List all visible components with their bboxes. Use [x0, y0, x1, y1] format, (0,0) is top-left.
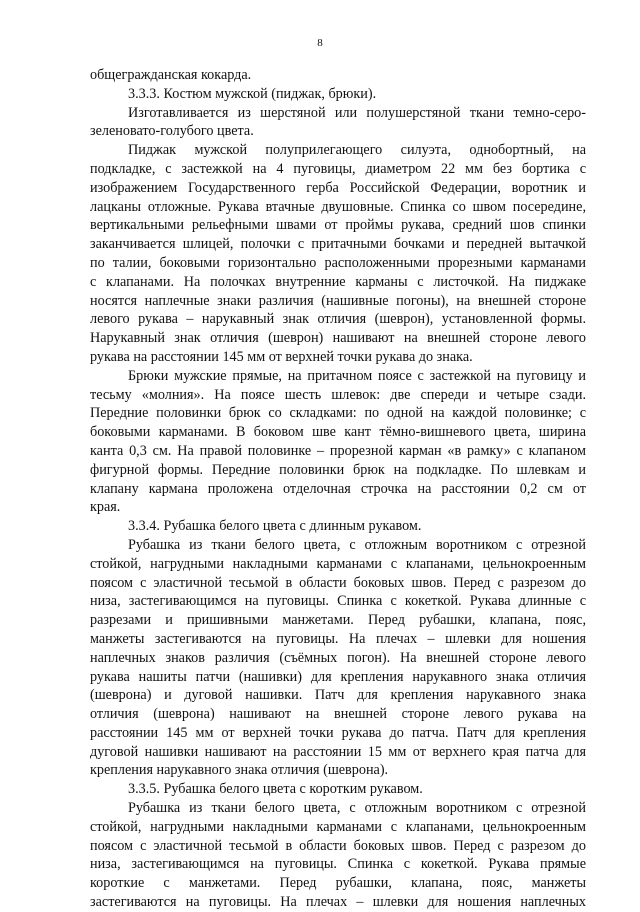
- text-line: зеленовато-голубого цвета.: [90, 123, 254, 140]
- text-line: (шеврона) и дуговой нашивки. Патч для крепления нарукавного знака: [90, 687, 586, 704]
- section-heading-3-3-3: 3.3.3. Костюм мужской (пиджак, брюки).: [128, 85, 377, 102]
- text-line: подкладке, с застежкой на 4 пуговицы, диаметром 22 мм без бортика с: [90, 160, 586, 177]
- text-line: застегиваются на пуговицы. На плечах – шлевки для ношения наплечных: [90, 894, 586, 911]
- text-line: рукава на расстоянии 145 мм от верхней точки рукава до знака.: [90, 348, 473, 365]
- text-line: крепления нарукавного знака отличия (шеврона).: [90, 762, 389, 779]
- text-line: низа, застегивающимся на пуговицы. Спинка с кокеткой. Рукава прямые: [90, 856, 586, 873]
- section-heading-3-3-4: 3.3.4. Рубашка белого цвета с длинным рукавом.: [128, 518, 422, 535]
- text-line: лацканы отложные. Рукава втачные двушовные. Спинка со швом посередине,: [90, 198, 586, 215]
- text-line: расстоянии 145 мм от верхней точки рукава до патча. Патч для крепления: [90, 724, 586, 741]
- text-line: поясом с эластичной тесьмой в области боковых швов. Перед с разрезом до: [90, 837, 586, 854]
- text-line: короткие с манжетами. Перед рубашки, клапана, пояс, манжеты: [90, 875, 586, 892]
- text-line: по талии, боковыми горизонтально расположенными прорезными карманами: [90, 254, 586, 271]
- text-line: поясом с эластичной тесьмой в области боковых швов. Перед с разрезом до: [90, 574, 586, 591]
- text-line: рукава нашиты патчи (нашивки) для крепления нарукавного знака отличия: [90, 668, 586, 685]
- text-line: стойкой, нагрудными накладными карманами с клапанами, цельнокроенным: [90, 818, 586, 835]
- text-line: фигурной формы. Передние половинки брюк на подкладке. По шлевкам и: [90, 461, 586, 478]
- text-line: Брюки мужские прямые, на притачном поясе с застежкой на пуговицу и: [128, 367, 586, 384]
- document-body: [90, 66, 586, 912]
- text-line: Передние половинки брюк со складками: по одной на каждой половинке; с: [90, 405, 586, 422]
- text-line: Рубашка из ткани белого цвета, с отложным воротником с отрезной: [128, 800, 586, 817]
- page-number: 8: [317, 37, 323, 49]
- text-line: изображением Государственного герба Российской Федерации, воротник и: [90, 179, 586, 196]
- text-line: низа, застегивающимся на пуговицы. Спинка с кокеткой. Рукава длинные с: [90, 593, 586, 610]
- text-line: наплечных знаков различия (съёмных погон). На внешней стороне левого: [90, 649, 586, 666]
- text-line: левого рукава – нарукавный знак отличия (шеврон), установленной формы.: [90, 311, 586, 328]
- text-line: дуговой нашивки нашивают на расстоянии 15 мм от верхнего края патча для: [90, 743, 586, 760]
- text-line: с клапанами. На полочках внутренние карманы с листочкой. На пиджаке: [90, 273, 586, 290]
- text-line: канта 0,3 см. На правой половинке – прорезной карман «в рамку» с клапаном: [90, 442, 586, 459]
- text-line: края.: [90, 499, 121, 516]
- section-heading-3-3-5: 3.3.5. Рубашка белого цвета с коротким рукавом.: [128, 781, 423, 798]
- text-line: манжеты застегиваются на пуговицы. На плечах – шлевки для ношения: [90, 630, 586, 647]
- text-line: стойкой, нагрудными накладными карманами с клапанами, цельнокроенным: [90, 555, 586, 572]
- text-line: Пиджак мужской полуприлегающего силуэта, однобортный, на: [128, 142, 586, 159]
- text-line: боковыми карманами. В боковом шве кант тёмно-вишневого цвета, ширина: [90, 424, 586, 441]
- text-line: отличия (шеврона) нашивают на внешней стороне левого рукава на: [90, 706, 586, 723]
- text-line: клапану кармана проложена отделочная строчка на расстоянии 0,2 см от: [90, 480, 586, 497]
- text-line: Нарукавный знак отличия (шеврон) нашивают на внешней стороне левого: [90, 330, 586, 347]
- text-line: вертикальными рельефными швами от проймы рукава, средний шов спинки: [90, 217, 586, 234]
- text-line: разрезами и пришивными манжетами. Перед рубашки, клапана, пояс,: [90, 612, 586, 629]
- text-line: Рубашка из ткани белого цвета, с отложным воротником с отрезной: [128, 536, 586, 553]
- text-line: общегражданская кокарда.: [90, 67, 252, 83]
- text-line: тесьму «молния». На поясе шесть шлевок: две спереди и четыре сзади.: [90, 386, 586, 403]
- text-line: заканчивается шлицей, полочки с притачными бочками и передней вытачкой: [90, 236, 586, 253]
- text-line: Изготавливается из шерстяной или полушерстяной ткани темно-серо-: [128, 104, 586, 121]
- text-line: носятся наплечные знаки различия (нашивные погоны), на внешней стороне: [90, 292, 586, 309]
